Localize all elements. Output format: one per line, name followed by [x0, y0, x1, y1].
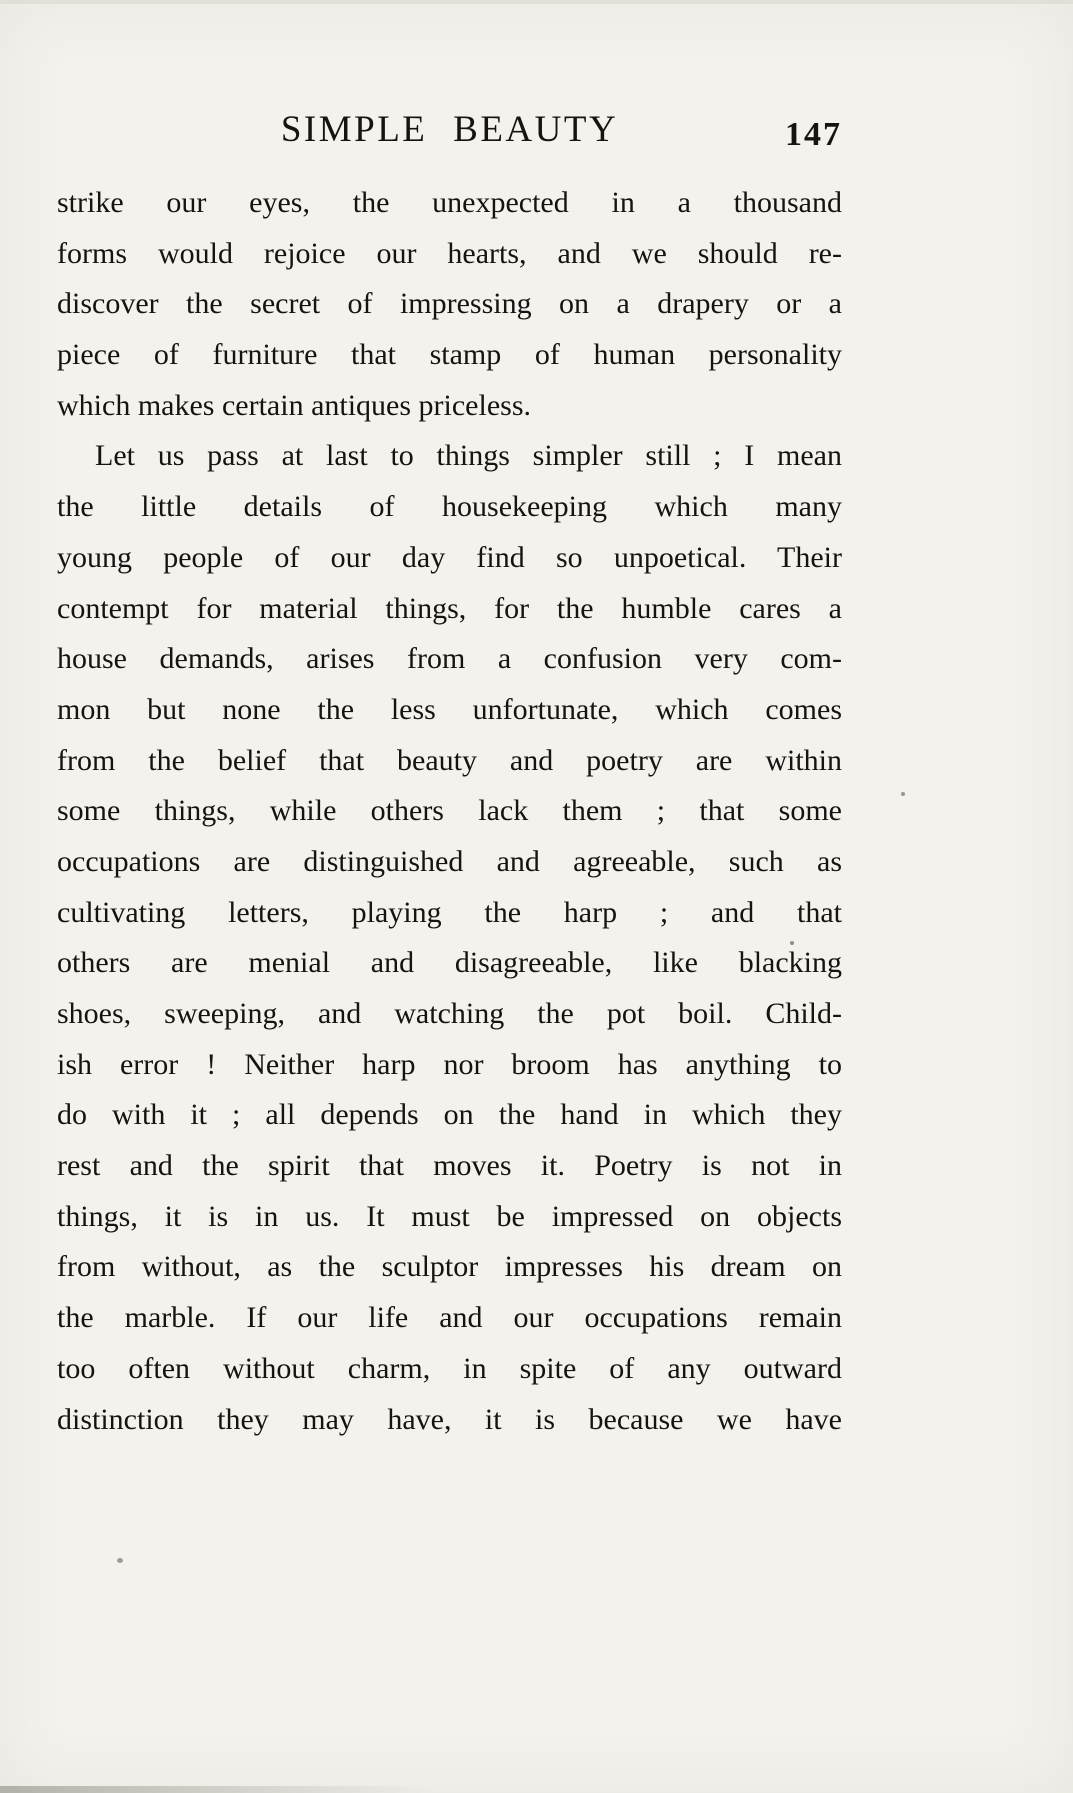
text-line: forms would rejoice our hearts, and we should re-: [57, 236, 842, 270]
page-title: SIMPLE BEAUTY: [280, 109, 619, 150]
paragraph: [57, 178, 842, 431]
text-line: shoes, sweeping, and watching the pot boil. Child-: [57, 997, 842, 1030]
paragraph: [57, 431, 842, 1445]
page-header: [57, 108, 842, 156]
text-line: cultivating letters, playing the harp ; and that: [57, 895, 842, 929]
text-line: ish error ! Neither harp nor broom has anything to: [57, 1047, 842, 1081]
text-line: the little details of housekeeping which many: [57, 490, 842, 524]
text-line: which makes certain antiques priceless.: [57, 388, 531, 422]
text-line: the marble. If our life and our occupations remain: [57, 1301, 842, 1335]
scan-edge-top: [0, 0, 1073, 4]
scan-edge-bottom: [0, 1786, 430, 1793]
text-line: contempt for material things, for the humble cares a: [57, 591, 842, 625]
text-line: piece of furniture that stamp of human personality: [57, 338, 842, 372]
scan-artifact-dot: [790, 941, 794, 945]
text-line: rest and the spirit that moves it. Poetry is not in: [57, 1149, 842, 1183]
body-text: [57, 178, 842, 1445]
text-line: others are menial and disagreeable, like blacking: [57, 946, 842, 980]
text-line: mon but none the less unfortunate, which comes: [57, 692, 842, 726]
text-line: some things, while others lack them ; that some: [57, 794, 842, 828]
text-line: strike our eyes, the unexpected in a thousand: [57, 186, 842, 219]
text-line: young people of our day find so unpoetical. Their: [57, 540, 842, 574]
text-line: discover the secret of impressing on a drapery or a: [57, 287, 842, 321]
text-line: things, it is in us. It must be impressed on objects: [57, 1199, 842, 1233]
text-line: do with it ; all depends on the hand in which they: [57, 1098, 842, 1132]
text-line: occupations are distinguished and agreeable, such as: [57, 844, 842, 878]
page-number: 147: [785, 116, 842, 153]
text-line: distinction they may have, it is because we have: [57, 1402, 842, 1436]
scan-artifact-dot: [901, 792, 905, 796]
text-line: from without, as the sculptor impresses his dream on: [57, 1250, 842, 1284]
text-line: from the belief that beauty and poetry are within: [57, 743, 842, 777]
text-line: house demands, arises from a confusion very com-: [57, 642, 842, 676]
text-line: Let us pass at last to things simpler still ; I mean: [95, 439, 842, 473]
text-line: too often without charm, in spite of any outward: [57, 1351, 842, 1385]
scan-artifact-dot: [117, 1558, 123, 1563]
